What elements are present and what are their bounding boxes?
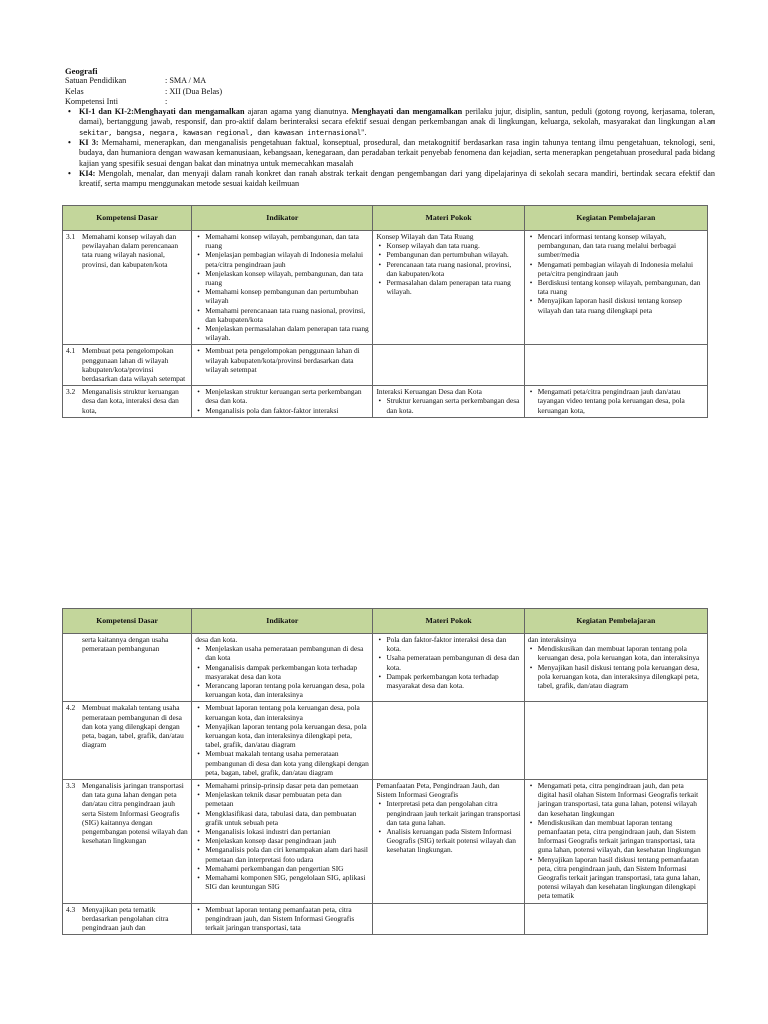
kegiatan-item: • Mengamati pembagian wilayah di Indonesia melalui peta/citra pengindraan jauh <box>538 260 704 278</box>
meta-row <box>65 76 715 86</box>
ki-text-bold1: KI-1 dan KI-2: <box>79 107 134 117</box>
cell-kompetensi-dasar <box>63 386 192 418</box>
materi-title: Pemanfaatan Peta, Pengindraan Jauh, dan Sistem Informasi Geografis <box>376 781 500 800</box>
cell-materi-pokok <box>373 634 524 702</box>
table-header-row <box>63 206 708 231</box>
cell-kompetensi-dasar <box>63 903 192 935</box>
kegiatan-list <box>528 232 704 315</box>
table-row <box>63 345 708 386</box>
table-row <box>63 903 708 935</box>
ki-text-t2: perilaku jujur, disiplin, santun, peduli (gotong royong, kerjasama, toleran, damai), bertanggung jawab, responsif, dan pro-aktif dalam berinteraksi secara efektif sesuai dengan perkembangan anak di lingkungan, keluarga, sekolah, masyarakat dan lingkungan <box>79 107 715 127</box>
ki-text-bold3: Menghayati dan mengamalkan <box>351 107 463 117</box>
cell-kompetensi-dasar <box>63 345 192 386</box>
ki-text-bold1: KI4: <box>79 168 96 178</box>
cell-kompetensi-dasar <box>63 231 192 345</box>
kegiatan-item: • Mengamati peta, citra pengindraan jauh, dan peta digital hasil olahan Sistem Informasi Geografis terkait jaringan transportasi, tata guna lahan, potensi wilayah dan kesehatan lingkungan <box>538 781 704 818</box>
meta-label: Satuan Pendidikan <box>65 76 127 86</box>
indikator-item: • Membuat peta pengelompokan penggunaan lahan di wilayah kabupaten/kota/provinsi berdasarkan data wilayah setempat <box>205 346 369 374</box>
indikator-item: • Memahami konsep pembangunan dan pertumbuhan wilayah <box>205 287 369 305</box>
page-2-content <box>0 598 768 1024</box>
indikator-item: • Memahami perencanaan tata ruang nasional, provinsi, dan kabupaten/kota <box>205 306 369 324</box>
kd-number: 3.1 <box>66 232 76 241</box>
indikator-item: • Menjelaskan konsep dasar pengindraan jauh <box>205 836 369 845</box>
kegiatan-item: • Menyajikan hasil diskusi tentang pola keruangan desa, pola keruangan kota, dan interaksinya dilengkapi peta, tabel, grafik, dan/atau diagram <box>538 663 704 691</box>
meta-block <box>65 76 715 107</box>
materi-list <box>376 635 520 690</box>
materi-item: • Pembangunan dan pertumbuhan wilayah. <box>386 250 520 259</box>
cell-materi-pokok <box>373 386 524 418</box>
materi-list <box>376 799 520 854</box>
materi-item: • Konsep wilayah dan tata ruang. <box>386 241 520 250</box>
kd-number: 3.3 <box>66 781 76 791</box>
kd-entry <box>66 387 188 415</box>
indikator-item: • Menyajikan laporan tentang pola keruangan desa, pola keruangan kota, dan interaksinya dilengkapi peta, tabel, grafik, dan/atau diagram <box>205 722 369 750</box>
kegiatan-list <box>528 644 704 690</box>
cell-indikator <box>192 634 373 702</box>
indikator-item: • Menganalisis pola dan faktor-faktor interaksi <box>205 406 369 415</box>
header-materi-pokok: Materi Pokok <box>373 609 524 634</box>
kompetensi-inti-item <box>79 107 715 138</box>
ki-text-hand: alam sekitar, bangsa, negara, kawasan regional, dan kawasan internasional <box>79 117 715 137</box>
meta-value: : <box>165 96 168 106</box>
ki-text-t1: ajaran agama yang dianutnya. <box>244 107 352 117</box>
kd-text: Memahami konsep wilayah dan pewilayahan dalam perencanaan tata ruang wilayah nasional, provinsi, dan kabupaten/kota <box>82 232 179 269</box>
cell-materi-pokok <box>373 702 524 780</box>
kd-text: Membuat peta pengelompokan penggunaan lahan di wilayah kabupaten/kota/provinsi berdasarkan data wilayah setempat <box>82 346 186 384</box>
kd-entry <box>66 905 188 933</box>
materi-item: • Interpretasi peta dan pengolahan citra pengindraan jauh terkait jaringan transportasi dan tata guna lahan. <box>386 799 520 827</box>
materi-item: • Usaha pemerataan pembangunan di desa dan kota. <box>386 653 520 671</box>
indikator-item: • Memahami komponen SIG, pengelolaan SIG, aplikasi SIG dan keuntungan SIG <box>205 873 369 891</box>
kd-entry <box>66 232 188 269</box>
ki-text-t3: ". <box>361 127 367 137</box>
indikator-item: • Menjelaskan struktur keruangan serta perkembangan desa dan kota. <box>205 387 369 405</box>
header-indikator: Indikator <box>192 609 373 634</box>
materi-item: • Struktur keruangan serta perkembangan desa dan kota. <box>386 396 520 414</box>
indikator-item: • Mengklasifikasi data, tabulasi data, dan pembuatan grafik untuk sebuah peta <box>205 809 369 827</box>
kegiatan-item: • Mendiskusikan dan membuat laporan tentang pola keruangan desa, pola keruangan kota, dan interaksinya <box>538 644 704 662</box>
kd-text: Membuat makalah tentang usaha pemerataan pembangunan di desa dan kota yang dilengkapi dengan peta, bagan, tabel, grafik, dan/atau diagram <box>82 703 184 750</box>
cell-kegiatan <box>524 231 707 345</box>
materi-item: • Pola dan faktor-faktor interaksi desa dan kota. <box>386 635 520 653</box>
materi-list <box>376 241 520 296</box>
kd-number: 3.2 <box>66 387 76 397</box>
kd-text: Menganalisis jaringan transportasi dan tata guna lahan dengan peta dan/atau citra pengindraan jauh serta Sistem Informasi Geografis (SIG) kaitannya dengan pengembangan potensi wilayah dan kesehatan lingkungan <box>82 781 188 846</box>
kd-text: Menyajikan peta tematik berdasarkan pengolahan citra pengindraan jauh dan <box>82 904 169 933</box>
kegiatan-item: • Mencari informasi tentang konsep wilayah, pembangunan, dan tata ruang melalui berbagai sumber/media <box>538 232 704 260</box>
kegiatan-list <box>528 387 704 415</box>
cell-indikator <box>192 702 373 780</box>
cell-kegiatan <box>524 780 707 904</box>
materi-title: Konsep Wilayah dan Tata Ruang <box>376 232 474 241</box>
kd-entry <box>66 703 188 749</box>
cell-kegiatan <box>524 702 707 780</box>
table-row <box>63 231 708 345</box>
cell-kegiatan <box>524 634 707 702</box>
cell-kegiatan <box>524 903 707 935</box>
cell-materi-pokok <box>373 903 524 935</box>
materi-item: • Analisis keruangan pada Sistem Informasi Geografis (SIG) terkait potensi wilayah dan kesehatan lingkungan. <box>386 827 520 855</box>
indikator-item: • Menganalisis pola dan ciri kenampakan alam dari hasil pemetaan dan interpretasi foto udara <box>205 845 369 863</box>
indikator-list <box>195 232 369 342</box>
indikator-continued: desa dan kota. <box>195 635 238 644</box>
indikator-item: • Menjelaskan usaha pemerataan pembangunan di desa dan kota <box>205 644 369 662</box>
cell-kompetensi-dasar <box>63 634 192 702</box>
cell-indikator <box>192 386 373 418</box>
kegiatan-item: • Mendiskusikan dan membuat laporan tentang pemanfaatan peta, citra pengindraan jauh, dan Sistem Informasi Geografis terkait jaringan transportasi, tata guna lahan, potensi wilayah, dan kesehatan lingkungan <box>538 818 704 855</box>
indikator-item: • Membuat laporan tentang pemanfaatan peta, citra pengindraan jauh, dan Sistem Informasi Geografis terkait jaringan transportasi, tata <box>205 905 369 933</box>
meta-row <box>65 97 715 107</box>
cell-kompetensi-dasar <box>63 702 192 780</box>
cell-indikator <box>192 345 373 386</box>
table-row <box>63 386 708 418</box>
materi-item: • Permasalahan dalam penerapan tata ruang wilayah. <box>386 278 520 296</box>
cell-kegiatan <box>524 386 707 418</box>
kd-number <box>66 635 82 653</box>
cell-materi-pokok <box>373 780 524 904</box>
indikator-item: • Menjelaskan teknik dasar pembuatan peta dan pemetaan <box>205 790 369 808</box>
indikator-item: • Membuat laporan tentang pola keruangan desa, pola keruangan kota, dan interaksinya <box>205 703 369 721</box>
header-kompetensi-dasar: Kompetensi Dasar <box>63 609 192 634</box>
header-kegiatan-pembelajaran: Kegiatan Pembelajaran <box>524 206 707 231</box>
indikator-item: • Memahami prinsip-prinsip dasar peta dan pemetaan <box>205 781 369 790</box>
indikator-item: • Membuat makalah tentang usaha pemerataan pembangunan di desa dan kota yang dilengkapi dengan peta, bagan, tabel, grafik, dan/atau diagram <box>205 749 369 777</box>
indikator-item: • Menganalisis dampak perkembangan kota terhadap masyarakat desa dan kota <box>205 663 369 681</box>
cell-indikator <box>192 231 373 345</box>
kd-number: 4.1 <box>66 346 76 356</box>
indikator-item: • Memahami konsep wilayah, pembangunan, dan tata ruang <box>205 232 369 250</box>
cell-indikator <box>192 903 373 935</box>
header-kegiatan-pembelajaran: Kegiatan Pembelajaran <box>524 609 707 634</box>
kegiatan-item: • Menyajikan laporan hasil diskusi tentang pemanfaatan peta, citra pengindraan jauh, dan Sistem Informasi Geografis terkait jaringan transportasi, tata guna lahan, potensi wilayah dan kesehatan lingkungan dilengkapi peta tematik <box>538 855 704 901</box>
subject-title: Geografi <box>65 66 98 76</box>
kegiatan-item: • Berdiskusi tentang konsep wilayah, pembangunan, dan tata ruang <box>538 278 704 296</box>
page-gap <box>0 500 768 598</box>
ki-text-bold2: Menghayati dan mengamalkan <box>133 107 245 117</box>
meta-value: : XII (Dua Belas) <box>165 86 223 96</box>
kd-entry <box>66 346 188 383</box>
indikator-list <box>195 781 369 891</box>
indikator-item: • Menjelaskan konsep wilayah, pembangunan, dan tata ruang <box>205 269 369 287</box>
table-row <box>63 634 708 702</box>
kegiatan-item: • Menyajikan laporan hasil diskusi tentang konsep wilayah dan tata ruang dilengkapi peta <box>538 296 704 314</box>
meta-label: Kelas <box>65 86 84 96</box>
cell-indikator <box>192 780 373 904</box>
materi-title: Interaksi Keruangan Desa dan Kota <box>376 387 482 397</box>
table-row <box>63 702 708 780</box>
ki-text-t1: Mengolah, menalar, dan menyaji dalam ranah konkret dan ranah abstrak terkait dengan pengembangan dari yang dipelajarinya di sekolah secara mandiri, bertindak secara efektif dan kreatif, serta mampu menggunakan metode sesuai kaidah keilmuan <box>79 168 715 189</box>
cell-materi-pokok <box>373 231 524 345</box>
indikator-list <box>195 905 369 933</box>
indikator-item: • Menjelasjan pembagian wilayah di Indonesia melalui peta/citra pengindraan jauh <box>205 250 369 268</box>
indikator-list <box>195 387 369 415</box>
kompetensi-inti-item <box>79 138 715 169</box>
kompetensi-inti-list <box>65 107 715 189</box>
kd-table-page-1 <box>62 205 708 418</box>
kd-entry <box>66 635 188 653</box>
table-header-row <box>63 609 708 634</box>
header-kompetensi-dasar: Kompetensi Dasar <box>63 206 192 231</box>
kegiatan-continued: dan interaksinya <box>527 635 577 644</box>
meta-label: Kompetensi Inti <box>65 96 118 106</box>
header-materi-pokok: Materi Pokok <box>373 206 524 231</box>
meta-row <box>65 87 715 97</box>
indikator-item: • Menganalisis lokasi industri dan pertanian <box>205 827 369 836</box>
cell-kegiatan <box>524 345 707 386</box>
indikator-item: • Menjelaskan permasalahan dalam penerapan tata ruang wilayah. <box>205 324 369 342</box>
indikator-list <box>195 644 369 699</box>
page-1-content <box>0 0 768 472</box>
meta-value: : SMA / MA <box>165 76 207 86</box>
kd-text: serta kaitannya dengan usaha pemerataan pembangunan <box>82 635 169 654</box>
kd-table-page-2 <box>62 608 708 935</box>
kegiatan-list <box>528 781 704 901</box>
materi-item: • Perencanaan tata ruang nasional, provinsi, dan kabupaten/kota <box>386 260 520 278</box>
table-row <box>63 780 708 904</box>
indikator-list <box>195 703 369 777</box>
kd-number: 4.2 <box>66 703 76 713</box>
kegiatan-item: • Mengamati peta/citra pengindraan jauh dan/atau tayangan video tentang pola keruangan desa, pola keruangan kota, <box>538 387 704 415</box>
indikator-item: • Memahami perkembangan dan pengertian SIG <box>205 864 369 873</box>
kd-entry <box>66 781 188 845</box>
indikator-list <box>195 346 369 374</box>
cell-materi-pokok <box>373 345 524 386</box>
kompetensi-inti-item <box>79 169 715 190</box>
document-page-1 <box>0 0 768 500</box>
kd-number: 4.3 <box>66 904 76 914</box>
materi-list <box>376 396 520 414</box>
cell-kompetensi-dasar <box>63 780 192 904</box>
ki-text-t1: Memahami, menerapkan, dan menganalisis pengetahuan faktual, konseptual, prosedural, dan metakognitif berdasarkan rasa ingin tahunya tentang ilmu pengetahuan, teknologi, seni, budaya, dan humaniora dengan wawasan kemanusiaan, kebangsaan, kenegaraan, dan peradaban terkait penyebab fenomena dan kejadian, serta menerapkan pengetahuan prosedural pada bidang kajian yang spesifik sesuai dengan bakat dan minatnya untuk memecahkan masalah <box>79 138 715 168</box>
kd-text: Menganalisis struktur keruangan desa dan kota, interaksi desa dan kota, <box>82 387 179 415</box>
ki-text-bold1: KI 3: <box>79 138 99 148</box>
header-indikator: Indikator <box>192 206 373 231</box>
document-page-2 <box>0 598 768 1024</box>
document-header <box>65 66 715 190</box>
indikator-item: • Merancang laporan tentang pola keruangan desa, pola keruangan kota, dan interaksinya <box>205 681 369 699</box>
materi-item: • Dampak perkembangan kota terhadap masyarakat desa dan kota. <box>386 672 520 690</box>
